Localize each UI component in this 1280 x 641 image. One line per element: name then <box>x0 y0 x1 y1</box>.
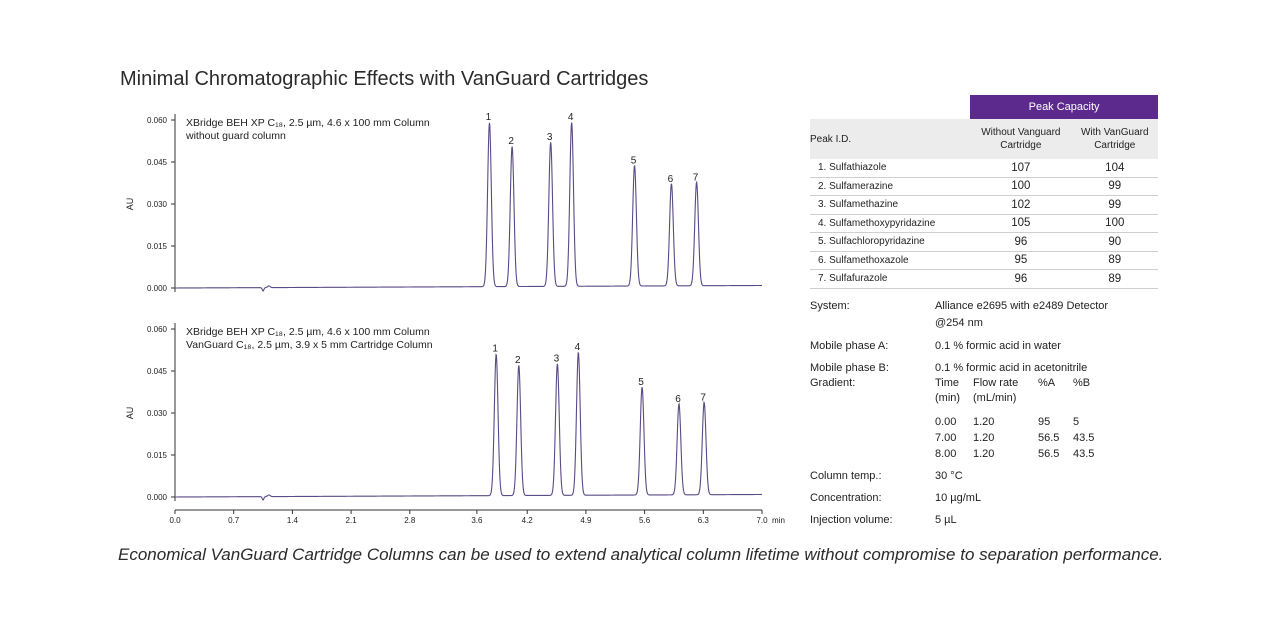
system-label: System: <box>810 300 850 312</box>
system-value: Alliance e2695 with e2489 Detector <box>935 300 1109 312</box>
panel-column-sublabel: VanGuard C₁₈, 2.5 µm, 3.9 x 5 mm Cartridge Column <box>186 339 433 351</box>
column-temp-label: Column temp.: <box>810 470 882 482</box>
gradient-cell: 7.00 <box>935 432 957 444</box>
y-axis-label: AU <box>125 406 135 420</box>
mobile-phase-a-label: Mobile phase A: <box>810 340 889 352</box>
chromatogram-trace <box>175 123 762 291</box>
y-tick-label: 0.015 <box>146 242 167 251</box>
x-tick-label: 3.6 <box>471 516 483 525</box>
peak-capacity-cell: 89 <box>1072 251 1158 270</box>
x-tick-label: 0.7 <box>228 516 240 525</box>
table-row <box>810 196 1158 215</box>
x-tick-label: 2.1 <box>345 516 357 525</box>
panel-column-label: XBridge BEH XP C₁₈, 2.5 µm, 4.6 x 100 mm Column <box>186 117 430 129</box>
peak-capacity-cell: 100 <box>970 177 1071 196</box>
injection-volume-value: 5 µL <box>935 514 957 526</box>
gradient-cell: 1.20 <box>973 416 995 428</box>
y-tick-label: 0.000 <box>146 284 167 293</box>
injection-volume-label: Injection volume: <box>810 514 893 526</box>
gradient-cell: 0.00 <box>935 416 957 428</box>
x-tick-label: 7.0 <box>756 516 768 525</box>
gradient-cell: 56.5 <box>1038 448 1060 460</box>
concentration-value: 10 µg/mL <box>935 492 982 504</box>
mobile-phase-b-value: 0.1 % formic acid in acetonitrile <box>935 362 1088 374</box>
gradient-cell: 43.5 <box>1073 432 1095 444</box>
gradient-column-header: Time <box>935 377 960 389</box>
x-tick-label: 1.4 <box>286 516 298 525</box>
gradient-cell: 95 <box>1038 416 1051 428</box>
peak-id-cell: 7. Sulfafurazole <box>810 270 970 289</box>
concentration-label: Concentration: <box>810 492 882 504</box>
table-row <box>810 233 1158 252</box>
peak-label: 1 <box>485 112 492 124</box>
gradient-column-header: %A <box>1038 377 1056 389</box>
peak-id-cell: 5. Sulfachloropyridazine <box>810 233 970 252</box>
gradient-cell: 1.20 <box>973 432 995 444</box>
peak-label: 6 <box>667 173 674 185</box>
peak-capacity-table <box>810 95 1158 289</box>
gradient-cell: 5 <box>1073 416 1080 428</box>
peak-capacity-cell: 96 <box>970 270 1071 289</box>
peak-label: 5 <box>638 377 644 389</box>
table-blank-header <box>810 95 970 119</box>
peak-label: 5 <box>630 155 637 167</box>
peak-capacity-cell: 96 <box>970 233 1071 252</box>
panel-column-sublabel: without guard column <box>186 130 286 142</box>
y-tick-label: 0.060 <box>146 325 167 334</box>
peak-id-cell: 2. Sulfamerazine <box>810 177 970 196</box>
figure-caption: Economical VanGuard Cartridge Columns can be used to extend analytical column lifetime without compromise to separation performance. <box>118 545 1164 564</box>
y-axis-label: AU <box>125 197 135 211</box>
x-tick-label: 6.3 <box>697 516 709 525</box>
peak-label: 2 <box>515 354 521 366</box>
peak-label: 6 <box>675 394 681 405</box>
mobile-phase-b-label: Mobile phase B: <box>810 362 889 374</box>
peak-label: 2 <box>508 136 514 147</box>
y-tick-label: 0.015 <box>146 451 167 460</box>
table-column-header: Without Vanguard Cartridge <box>970 119 1071 159</box>
peak-capacity-cell: 95 <box>970 251 1071 270</box>
y-tick-label: 0.030 <box>146 200 167 209</box>
table-row <box>810 251 1158 270</box>
peak-label: 7 <box>692 172 699 184</box>
peak-label: 4 <box>574 342 581 354</box>
gradient-cell: 8.00 <box>935 448 957 460</box>
gradient-label: Gradient: <box>810 377 856 389</box>
y-tick-label: 0.030 <box>146 409 167 418</box>
gradient-cell: 43.5 <box>1073 448 1095 460</box>
peak-label: 3 <box>546 131 553 143</box>
system-detector-wavelength: @254 nm <box>935 317 983 329</box>
gradient-column-header: %B <box>1073 377 1091 389</box>
peak-label: 1 <box>492 343 498 355</box>
peak-capacity-cell: 90 <box>1072 233 1158 252</box>
panel-column-label: XBridge BEH XP C₁₈, 2.5 µm, 4.6 x 100 mm Column <box>186 326 430 338</box>
y-tick-label: 0.000 <box>146 493 167 502</box>
peak-capacity-cell: 99 <box>1072 177 1158 196</box>
peak-capacity-cell: 89 <box>1072 270 1158 289</box>
peak-id-cell: 4. Sulfamethoxypyridazine <box>810 214 970 233</box>
peak-capacity-cell: 107 <box>970 159 1071 177</box>
x-tick-label: 2.8 <box>404 516 416 525</box>
y-tick-label: 0.045 <box>146 367 167 376</box>
peak-label: 7 <box>700 392 706 404</box>
x-axis-label: min <box>772 516 785 525</box>
x-tick-label: 4.9 <box>580 516 592 525</box>
y-tick-label: 0.045 <box>146 158 167 167</box>
table-row <box>810 270 1158 289</box>
mobile-phase-a-value: 0.1 % formic acid in water <box>935 340 1061 352</box>
peak-capacity-cell: 105 <box>970 214 1071 233</box>
table-row <box>810 177 1158 196</box>
y-tick-label: 0.060 <box>146 116 167 125</box>
table-row <box>810 159 1158 177</box>
column-temp-value: 30 °C <box>935 470 963 482</box>
peak-id-cell: 6. Sulfamethoxazole <box>810 251 970 270</box>
peak-id-cell: 3. Sulfamethazine <box>810 196 970 215</box>
gradient-cell: 1.20 <box>973 448 995 460</box>
gradient-column-header: (min) <box>935 392 961 404</box>
peak-label: 3 <box>553 353 560 365</box>
peak-capacity-cell: 100 <box>1072 214 1158 233</box>
peak-capacity-header: Peak Capacity <box>970 95 1158 119</box>
peak-capacity-cell: 99 <box>1072 196 1158 215</box>
table-row <box>810 214 1158 233</box>
gradient-column-header: Flow rate <box>973 377 1019 389</box>
chromatogram-trace <box>175 353 762 500</box>
table-column-header: With VanGuard Cartridge <box>1072 119 1158 159</box>
figure-title: Minimal Chromatographic Effects with VanGuard Cartridges <box>120 68 649 90</box>
x-tick-label: 4.2 <box>521 516 533 525</box>
x-tick-label: 5.6 <box>639 516 651 525</box>
x-tick-label: 0.0 <box>169 516 181 525</box>
table-column-header: Peak I.D. <box>810 119 970 159</box>
gradient-cell: 56.5 <box>1038 432 1060 444</box>
peak-capacity-cell: 102 <box>970 196 1071 215</box>
peak-id-cell: 1. Sulfathiazole <box>810 159 970 177</box>
gradient-column-header: (mL/min) <box>973 392 1017 404</box>
peak-capacity-cell: 104 <box>1072 159 1158 177</box>
peak-label: 4 <box>567 112 574 124</box>
